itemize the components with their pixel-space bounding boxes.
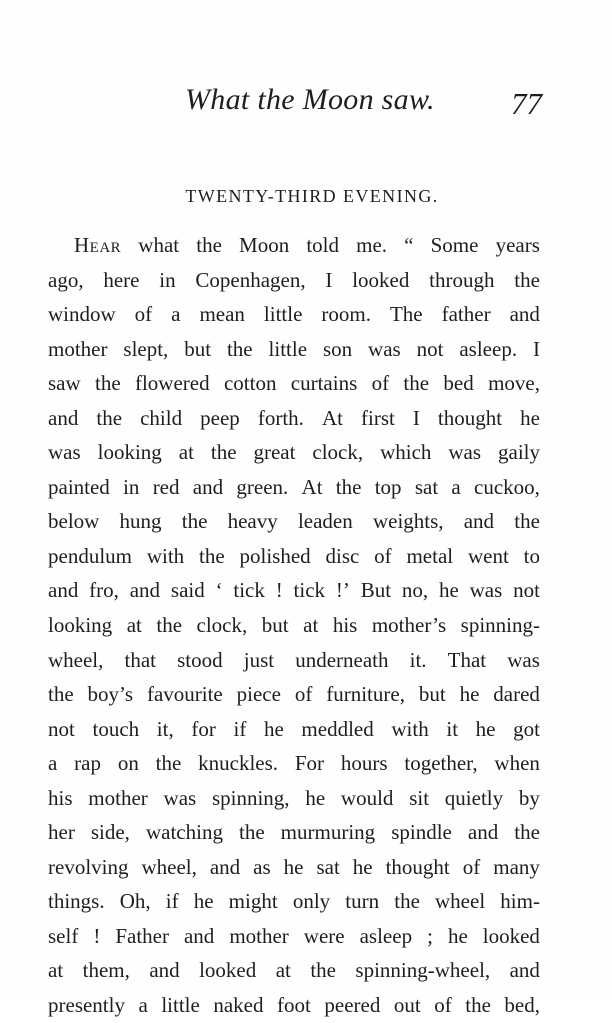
text-line: ago, here in Copenhagen, I looked through the xyxy=(48,267,540,292)
text-line: not touch it, for if he meddled with it he got xyxy=(48,716,540,741)
text-line: saw the flowered cotton curtains of the bed move, xyxy=(48,371,540,396)
text-line: the boy’s favourite piece of furniture, but he dared xyxy=(48,682,540,707)
text-line: her side, watching the murmuring spindle and the xyxy=(48,820,540,845)
running-title: What the Moon saw. xyxy=(185,83,435,116)
text-line: things. Oh, if he might only turn the wheel him- xyxy=(48,889,540,914)
text-line: wheel, that stood just underneath it. That was xyxy=(48,647,540,672)
chapter-heading: TWENTY-THIRD EVENING. xyxy=(185,186,439,206)
text-line: revolving wheel, and as he sat he thought of many xyxy=(48,854,540,879)
text-line: and fro, and said ‘ tick ! tick !’ But no, he was not xyxy=(48,578,540,603)
text-line: and the child peep forth. At first I thought he xyxy=(48,405,540,430)
text-line: painted in red and green. At the top sat a cuckoo, xyxy=(48,474,540,499)
page-number: 77 xyxy=(511,86,542,121)
text-line: presently a little naked foot peered out of the bed, xyxy=(48,993,540,1018)
text-line: mother slept, but the little son was not asleep. I xyxy=(48,336,540,361)
text-line: looking at the clock, but at his mother’s spinning- xyxy=(48,613,540,638)
running-head xyxy=(0,82,612,126)
text-line: self ! Father and mother were asleep ; he looked xyxy=(48,923,540,948)
text-line: below hung the heavy leaden weights, and the xyxy=(48,509,540,534)
text-line: window of a mean little room. The father and xyxy=(48,302,540,327)
text-line: Hear what the Moon told me. “ Some years xyxy=(74,233,540,257)
text-line: was looking at the great clock, which was gaily xyxy=(48,440,540,465)
text-line: at them, and looked at the spinning-wheel, and xyxy=(48,958,540,983)
text-line: a rap on the knuckles. For hours together, when xyxy=(48,751,540,776)
text-line: pendulum with the polished disc of metal went to xyxy=(48,543,540,568)
body-paragraph xyxy=(48,228,540,1023)
text-line: his mother was spinning, he would sit quietly by xyxy=(48,785,540,810)
